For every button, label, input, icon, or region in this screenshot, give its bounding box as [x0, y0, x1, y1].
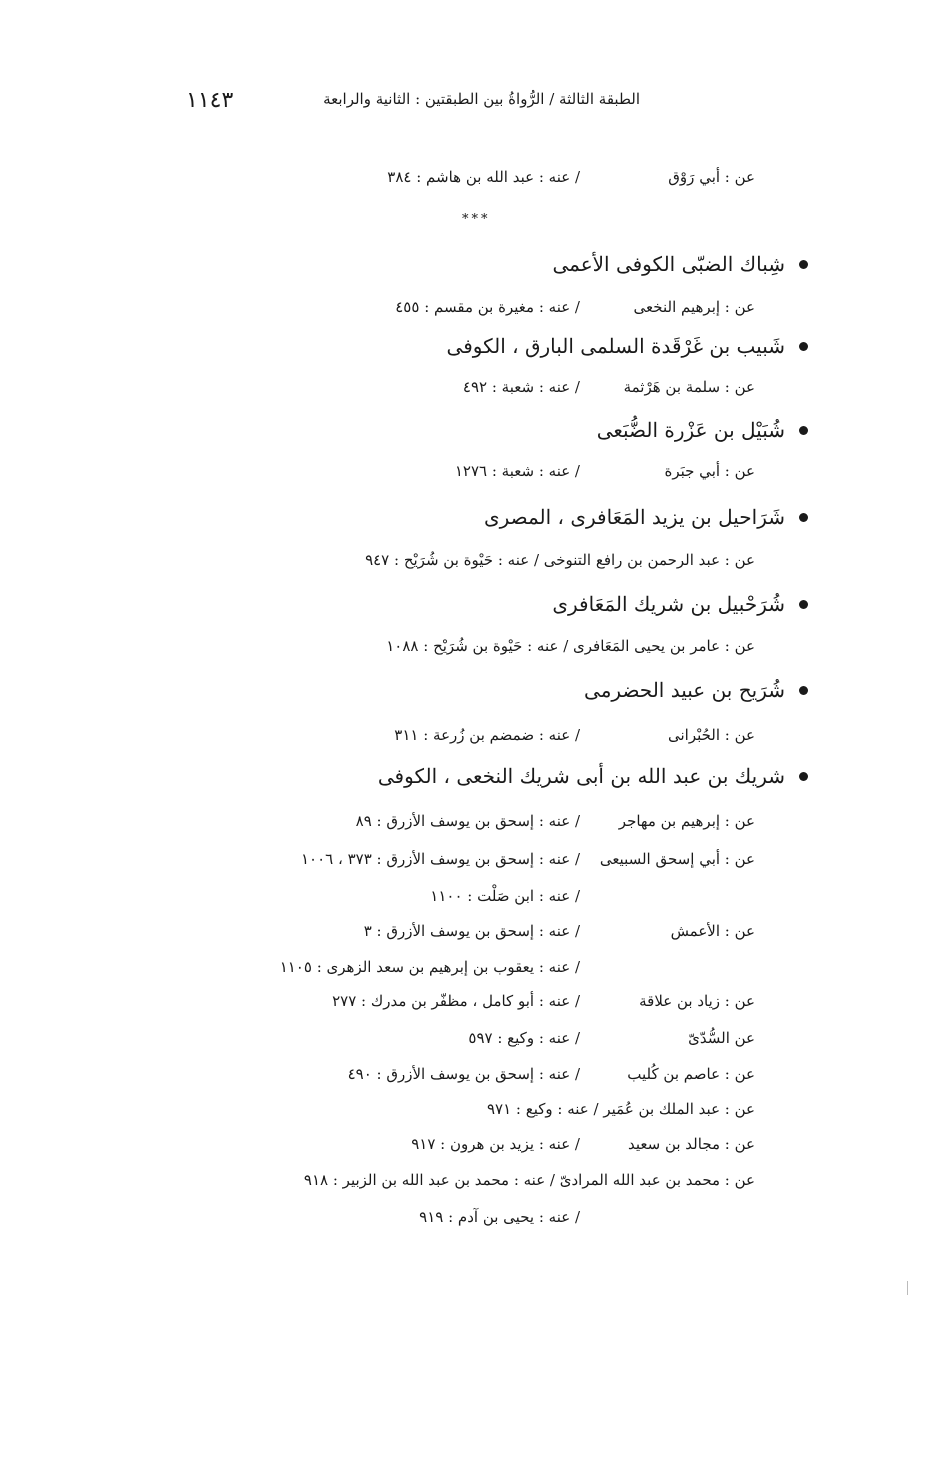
- narrator-to: / عنه : إسحق بن يوسف الأزرق : ٣: [363, 922, 580, 940]
- narrator-to: / عنه : شعبة : ١٢٧٦: [454, 462, 580, 480]
- narrator-chain: عن : عامر بن يحيى المَعَافرى / عنه : حَيْوة بن شُرَيْح : ١٠٨٨: [386, 637, 755, 655]
- narrator-to: / عنه : إسحق بن يوسف الأزرق : ٤٩٠: [347, 1065, 580, 1083]
- narrator-chain: عن : محمد بن عبد الله المرادىّ / عنه : محمد بن عبد الله بن الزبير : ٩١٨: [303, 1171, 755, 1189]
- narrator-from: عن : عاصم بن كُليب: [627, 1065, 755, 1083]
- narrator-to: / عنه : مغيرة بن مقسم : ٤٥٥: [395, 298, 580, 316]
- bullet-icon: [799, 513, 808, 522]
- scan-mark: [907, 1281, 908, 1295]
- bullet-icon: [799, 686, 808, 695]
- narrator-name: شَبيب بن غَرْقَدة السلمى البارق ، الكوفى: [446, 334, 785, 358]
- narrator-to: / عنه : عبد الله بن هاشم : ٣٨٤: [387, 168, 580, 186]
- narrator-from: عن : إبرهيم بن مهاجر: [618, 812, 755, 830]
- narrator-entry: [484, 505, 808, 529]
- bullet-icon: [799, 772, 808, 781]
- narrator-from: عن : أبي إسحق السبيعى: [599, 850, 755, 868]
- narrator-to: / عنه : ضمضم بن زُرعة : ٣١١: [394, 726, 580, 744]
- running-title: الطبقة الثالثة / الرُّواةُ بين الطبقتين : الثانية والرابعة: [323, 90, 640, 108]
- narrator-to: / عنه : يحيى بن آدم : ٩١٩: [419, 1208, 580, 1226]
- narrator-from: عن : الحُبْرانى: [667, 726, 755, 744]
- bullet-icon: [799, 342, 808, 351]
- section-separator: ***: [462, 212, 491, 227]
- narrator-name: شريك بن عبد الله بن أبى شريك النخعى ، الكوفى: [377, 764, 785, 788]
- bullet-icon: [799, 260, 808, 269]
- narrator-name: شَرَاحيل بن يزيد المَعَافرى ، المصرى: [483, 505, 785, 529]
- narrator-from: عن : مجالد بن سعيد: [627, 1135, 755, 1153]
- bullet-icon: [799, 426, 808, 435]
- narrator-entry: [552, 252, 808, 276]
- narrator-from: عن السُّدّىّ: [688, 1029, 755, 1047]
- narrator-name: شِباك الضبّى الكوفى الأعمى: [552, 252, 785, 276]
- narrator-to: / عنه : إسحق بن يوسف الأزرق : ٣٧٣ ، ١٠٠٦: [300, 850, 580, 868]
- narrator-name: شُرَحْبيل بن شريك المَعَافرى: [552, 592, 785, 616]
- narrator-to: / عنه : ابن صَلْت : ١١٠٠: [430, 887, 580, 905]
- narrator-to: / عنه : إسحق بن يوسف الأزرق : ٨٩: [355, 812, 580, 830]
- narrator-from: عن : إبرهيم النخعى: [633, 298, 755, 316]
- narrator-to: / عنه : يزيد بن هرون : ٩١٧: [411, 1135, 580, 1153]
- narrator-to: / عنه : وكيع : ٥٩٧: [468, 1029, 580, 1047]
- narrator-chain: عن : عبد الرحمن بن رافع التنوخى / عنه : حَيْوة بن شُرَيْح : ٩٤٧: [365, 551, 755, 569]
- narrator-from: عن : أبي جبَرة: [664, 462, 755, 480]
- narrator-entry: [597, 418, 808, 442]
- narrator-from: عن : الأعمش: [670, 922, 755, 940]
- narrator-from: عن : زياد بن علاقة: [639, 992, 755, 1010]
- narrator-entry: [378, 764, 808, 788]
- narrator-to: / عنه : شعبة : ٤٩٢: [462, 378, 580, 396]
- narrator-to: / عنه : أبو كامل ، مظفّر بن مدرك : ٢٧٧: [332, 992, 580, 1010]
- narrator-from: عن : سلمة بن هَرْثمة: [623, 378, 755, 396]
- narrator-name: شُرَيح بن عبيد الحضرمى: [584, 678, 785, 702]
- page-number: ١١٤٣: [186, 88, 234, 113]
- narrator-to: / عنه : يعقوب بن إبرهيم بن سعد الزهرى : ١١٠٥: [279, 958, 580, 976]
- narrator-entry: [584, 678, 808, 702]
- bullet-icon: [799, 600, 808, 609]
- narrator-entry: [552, 592, 808, 616]
- narrator-name: شُبَيْل بن عَزْرة الضُّبَعى: [596, 418, 785, 442]
- narrator-entry: [447, 334, 808, 358]
- narrator-from: عن : أبي رَوْق: [668, 168, 755, 186]
- narrator-chain: عن : عبد الملك بن عُمَير / عنه : وكيع : ٩٧١: [486, 1100, 755, 1118]
